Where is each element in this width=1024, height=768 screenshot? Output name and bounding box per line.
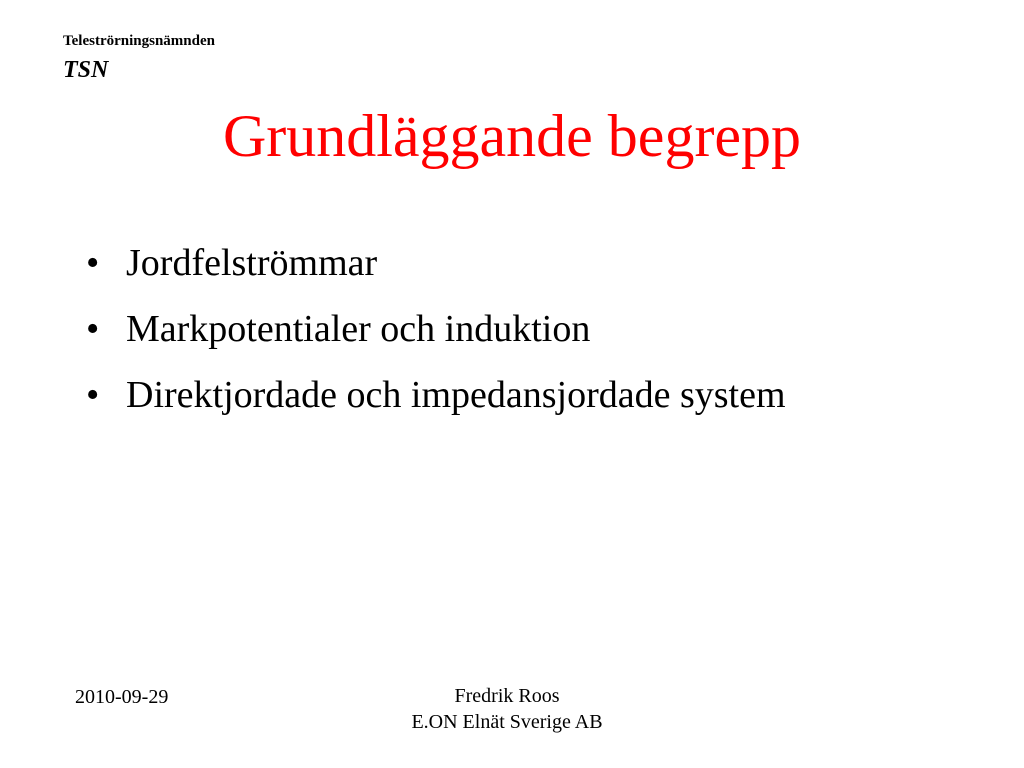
organization-abbreviation: TSN	[63, 57, 109, 83]
footer-author-block	[372, 683, 642, 735]
bullet-list	[86, 230, 786, 428]
organization-name: Teleströrningsnämnden	[63, 33, 215, 49]
bullet-item	[86, 230, 786, 296]
bullet-item	[86, 362, 786, 428]
bullet-text: Markpotentialer och induktion	[126, 308, 591, 350]
bullet-icon: •	[86, 242, 100, 284]
bullet-text: Jordfelströmmar	[126, 242, 378, 284]
footer-date: 2010-09-29	[75, 686, 169, 708]
footer-author-name: Fredrik Roos	[454, 685, 560, 707]
bullet-icon: •	[86, 308, 100, 350]
footer-company: E.ON Elnät Sverige AB	[411, 711, 603, 733]
bullet-text: Direktjordade och impedansjordade system	[126, 374, 786, 416]
bullet-icon: •	[86, 374, 100, 416]
bullet-item	[86, 296, 786, 362]
slide-title: Grundläggande begrepp	[222, 103, 802, 169]
